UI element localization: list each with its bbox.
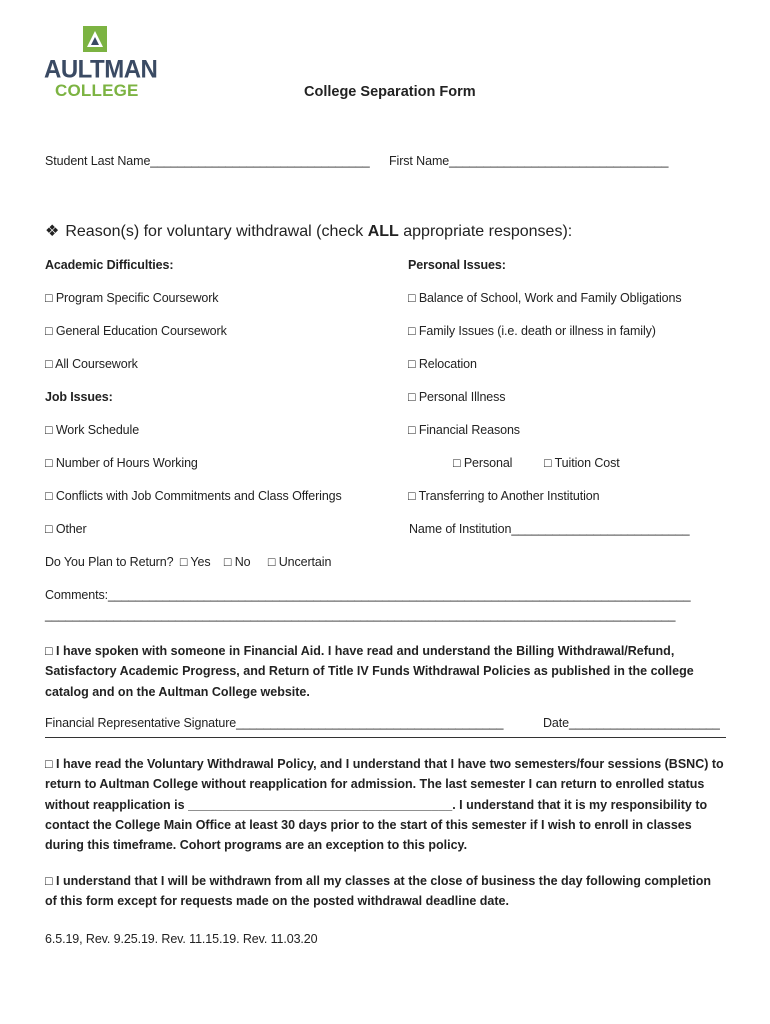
checkbox-personal-illness[interactable]: □ Personal Illness <box>408 390 506 404</box>
checkbox-other[interactable]: □ Other <box>45 522 87 536</box>
student-last-name-field[interactable]: Student Last Name________________________________ <box>45 154 370 168</box>
checkbox-program-coursework[interactable]: □ Program Specific Coursework <box>45 291 219 305</box>
checkbox-hours-working[interactable]: □ Number of Hours Working <box>45 456 198 470</box>
checkbox-financial-personal[interactable]: □ Personal <box>453 456 513 470</box>
reasons-heading: ❖ Reason(s) for voluntary withdrawal (check ALL appropriate responses): <box>45 223 573 240</box>
checkbox-financial-reasons[interactable]: □ Financial Reasons <box>408 423 520 437</box>
comments-field[interactable]: Comments:_____________________________________________________________________________________ <box>45 588 691 602</box>
withdrawal-acknowledgement-statement[interactable]: □ I understand that I will be withdrawn from all my classes at the close of business the day following completion of this form except for requests made on the posted withdrawal deadline date. <box>45 874 712 909</box>
checkbox-work-schedule[interactable]: □ Work Schedule <box>45 423 140 437</box>
date-field[interactable]: Date______________________ <box>543 716 720 730</box>
comments-field-line2[interactable]: ____________________________________________________________________________________________ <box>45 608 676 622</box>
checkbox-transferring[interactable]: □ Transferring to Another Institution <box>408 489 600 503</box>
financial-aid-statement[interactable]: □ I have spoken with someone in Financial Aid. I have read and understand the Billing Withdrawal/Refund, Satisfactory Academic Progress, and Return of Title IV Funds Withdrawal Policies as published in the college catalog and on the Aultman College website. <box>45 644 694 699</box>
checkbox-family-issues[interactable]: □ Family Issues (i.e. death or illness in family) <box>408 324 656 338</box>
checkbox-return-yes[interactable]: □ Yes <box>179 555 211 569</box>
checkbox-return-uncertain[interactable]: □ Uncertain <box>267 555 332 569</box>
job-heading: Job Issues: <box>45 390 113 404</box>
financial-signature-field[interactable]: Financial Representative Signature_______________________________________ <box>45 716 504 730</box>
return-question-label: Do You Plan to Return? <box>45 555 174 569</box>
student-first-name-field[interactable]: First Name________________________________ <box>389 154 669 168</box>
checkbox-general-education[interactable]: □ General Education Coursework <box>45 324 227 338</box>
checkbox-tuition-cost[interactable]: □ Tuition Cost <box>544 456 620 470</box>
logo-mark-icon <box>83 26 107 52</box>
checkbox-job-conflicts[interactable]: □ Conflicts with Job Commitments and Class Offerings <box>45 489 342 503</box>
checkbox-balance[interactable]: □ Balance of School, Work and Family Obligations <box>408 291 682 305</box>
checkbox-all-coursework[interactable]: □ All Coursework <box>45 357 138 371</box>
diamond-bullet-icon: ❖ <box>45 223 60 240</box>
institution-name-field[interactable]: Name of Institution__________________________ <box>409 522 690 536</box>
return-question <box>45 555 331 569</box>
checkbox-relocation[interactable]: □ Relocation <box>408 357 477 371</box>
page-title: College Separation Form <box>304 84 476 100</box>
checkbox-return-no[interactable]: □ No <box>223 555 251 569</box>
logo-wordmark-aultman: AULTMAN <box>44 55 158 84</box>
revision-note: 6.5.19, Rev. 9.25.19. Rev. 11.15.19. Rev. 11.03.20 <box>45 932 318 946</box>
academic-heading: Academic Difficulties: <box>45 258 174 272</box>
personal-heading: Personal Issues: <box>408 258 506 272</box>
withdrawal-policy-statement[interactable]: □ I have read the Voluntary Withdrawal Policy, and I understand that I have two semesters/four sessions (BSNC) to return to Aultman College without reapplication for admission. The last semester I can return to enrolled status without reapplication is ______________________________________. I understand that it is my responsibility to contact the College Main Office at least 30 days prior to the start of this semester if I wish to enroll in classes during this timeframe. Cohort programs are an exception to this policy. <box>45 757 724 853</box>
section-divider <box>45 737 726 738</box>
logo-wordmark-college: COLLEGE <box>55 81 139 100</box>
